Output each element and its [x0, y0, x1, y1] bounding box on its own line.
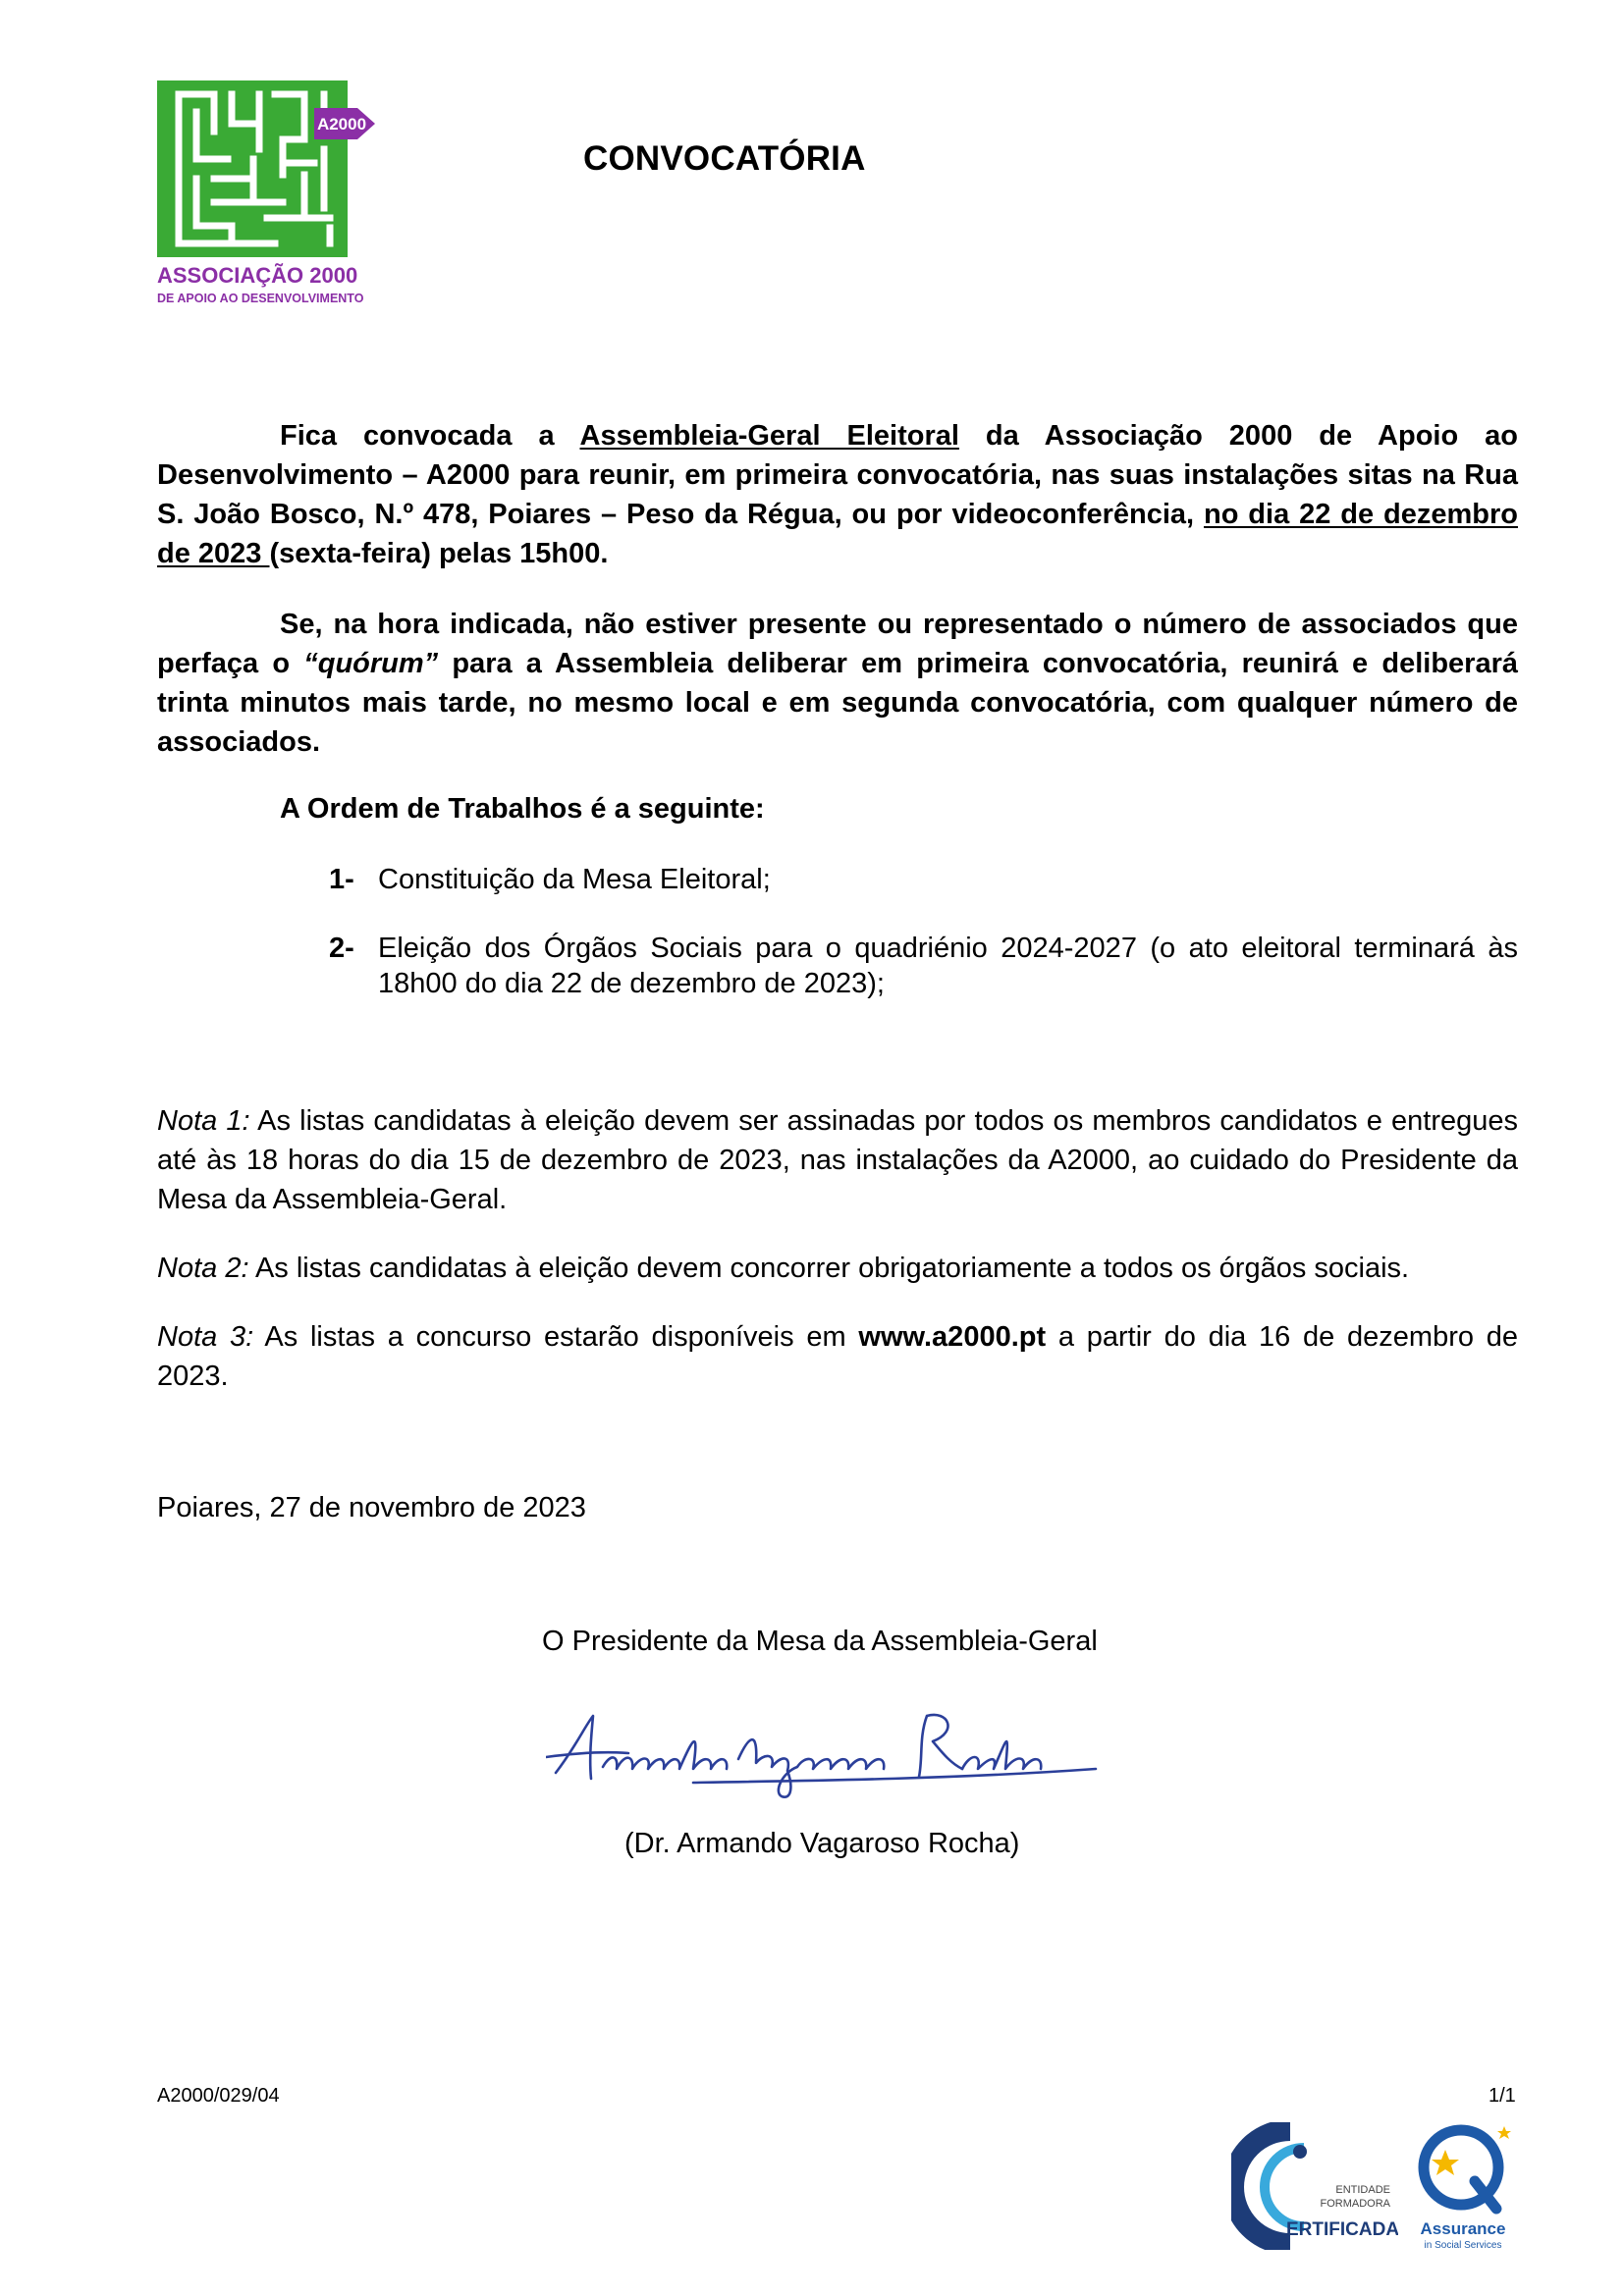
agenda-item: [329, 931, 1518, 1001]
agenda-item-text: Eleição dos Órgãos Sociais para o quadriénio 2024-2027 (o ato eleitoral terminará às 18h00 do dia 22 de dezembro de 2023);: [378, 933, 1518, 999]
p1-text-a: Fica convocada a: [280, 420, 580, 452]
p1-text-c: da Associação 2000 de Apoio ao Desenvolvimento – A2000 para reunir, em primeira convocatória, nas suas instalações sitas na Rua S. João Bosco, N.º 478, Poiares – Peso da Régua, ou por videoconferência,: [157, 420, 1518, 530]
agenda-intro: A Ordem de Trabalhos é a seguinte:: [280, 793, 765, 825]
dgert-line3: ERTIFICADA: [1286, 2219, 1398, 2240]
agenda-item: [329, 862, 1518, 897]
agenda-item-number: 1-: [329, 864, 354, 895]
agenda-item-number: 2-: [329, 933, 354, 964]
p1-assembly-name: Assembleia-Geral Eleitoral: [579, 420, 959, 452]
p1-text-e: (sexta-feira) pelas 15h00.: [269, 538, 609, 569]
logo-line1: ASSOCIAÇÃO 2000: [157, 263, 358, 288]
note-label: Nota 3:: [157, 1321, 254, 1353]
logo-line2: DE APOIO AO DESENVOLVIMENTO: [157, 292, 364, 305]
maze-logo-graphic: [157, 80, 393, 306]
note-text: As listas a concurso estarão disponíveis em: [253, 1321, 859, 1353]
note-text: a partir do dia 16 de dezembro de 2023.: [157, 1321, 1519, 1392]
website-link[interactable]: www.a2000.pt: [858, 1321, 1047, 1353]
note-3: [157, 1317, 1518, 1396]
agenda-item-text: Constituição da Mesa Eleitoral;: [378, 864, 771, 895]
assurance-seal-graphic: [1414, 2120, 1516, 2252]
paragraph-quorum: [157, 605, 1518, 762]
note-text: As listas candidatas à eleição devem concorrer obrigatoriamente a todos os órgãos sociais.: [248, 1253, 1410, 1284]
logo-badge-text: A2000: [316, 115, 367, 133]
signature-text: Armando Vagaroso Rocha: [546, 1698, 558, 1699]
signer-name: (Dr. Armando Vagaroso Rocha): [624, 1828, 1020, 1859]
dgert-line2: FORMADORA: [1320, 2198, 1390, 2210]
place-date: Poiares, 27 de novembro de 2023: [157, 1492, 586, 1523]
dgert-seal-graphic: [1231, 2122, 1398, 2250]
signature-graphic: [546, 1698, 1115, 1806]
dgert-certification-seal: [1231, 2122, 1398, 2250]
document-code: A2000/029/04: [157, 2085, 280, 2107]
dgert-small-label: DGERT: [1275, 2162, 1294, 2202]
note-1: [157, 1101, 1518, 1219]
note-label: Nota 1:: [157, 1105, 250, 1137]
dgert-line1: ENTIDADE: [1335, 2184, 1390, 2196]
assurance-line2: in Social Services: [1424, 2240, 1502, 2251]
paragraph-convocation: [157, 416, 1518, 573]
p2-text-c: para a Assembleia deliberar em primeira convocatória, reunirá e deliberará trinta minutos mais tarde, no mesmo local e em segunda convocatória, com qualquer número de associados.: [157, 648, 1518, 758]
note-label: Nota 2:: [157, 1253, 249, 1284]
p2-quorum: “quórum”: [303, 648, 439, 679]
signer-role: O Presidente da Mesa da Assembleia-Geral: [542, 1626, 1098, 1657]
assurance-line1: Assurance: [1420, 2219, 1506, 2238]
page-number: 1/1: [1489, 2085, 1516, 2107]
assurance-letter: Q: [1414, 2120, 1415, 2121]
handwritten-signature: [546, 1698, 1115, 1806]
note-2: [157, 1249, 1518, 1288]
assurance-seal: [1414, 2120, 1516, 2252]
note-text: As listas candidatas à eleição devem ser assinadas por todos os membros candidatos e entregues até às 18 horas do dia 15 de dezembro de 2023, nas instalações da A2000, ao cuidado do Presidente da Mesa da Assembleia-Geral.: [157, 1105, 1519, 1215]
association-logo: [157, 80, 393, 306]
page-title: CONVOCATÓRIA: [583, 139, 866, 178]
p2-text-a: Se, na hora indicada, não estiver presente ou representado o número de associados que perfaça o: [157, 609, 1518, 679]
p1-date: no dia 22 de dezembro de 2023: [157, 499, 1518, 569]
